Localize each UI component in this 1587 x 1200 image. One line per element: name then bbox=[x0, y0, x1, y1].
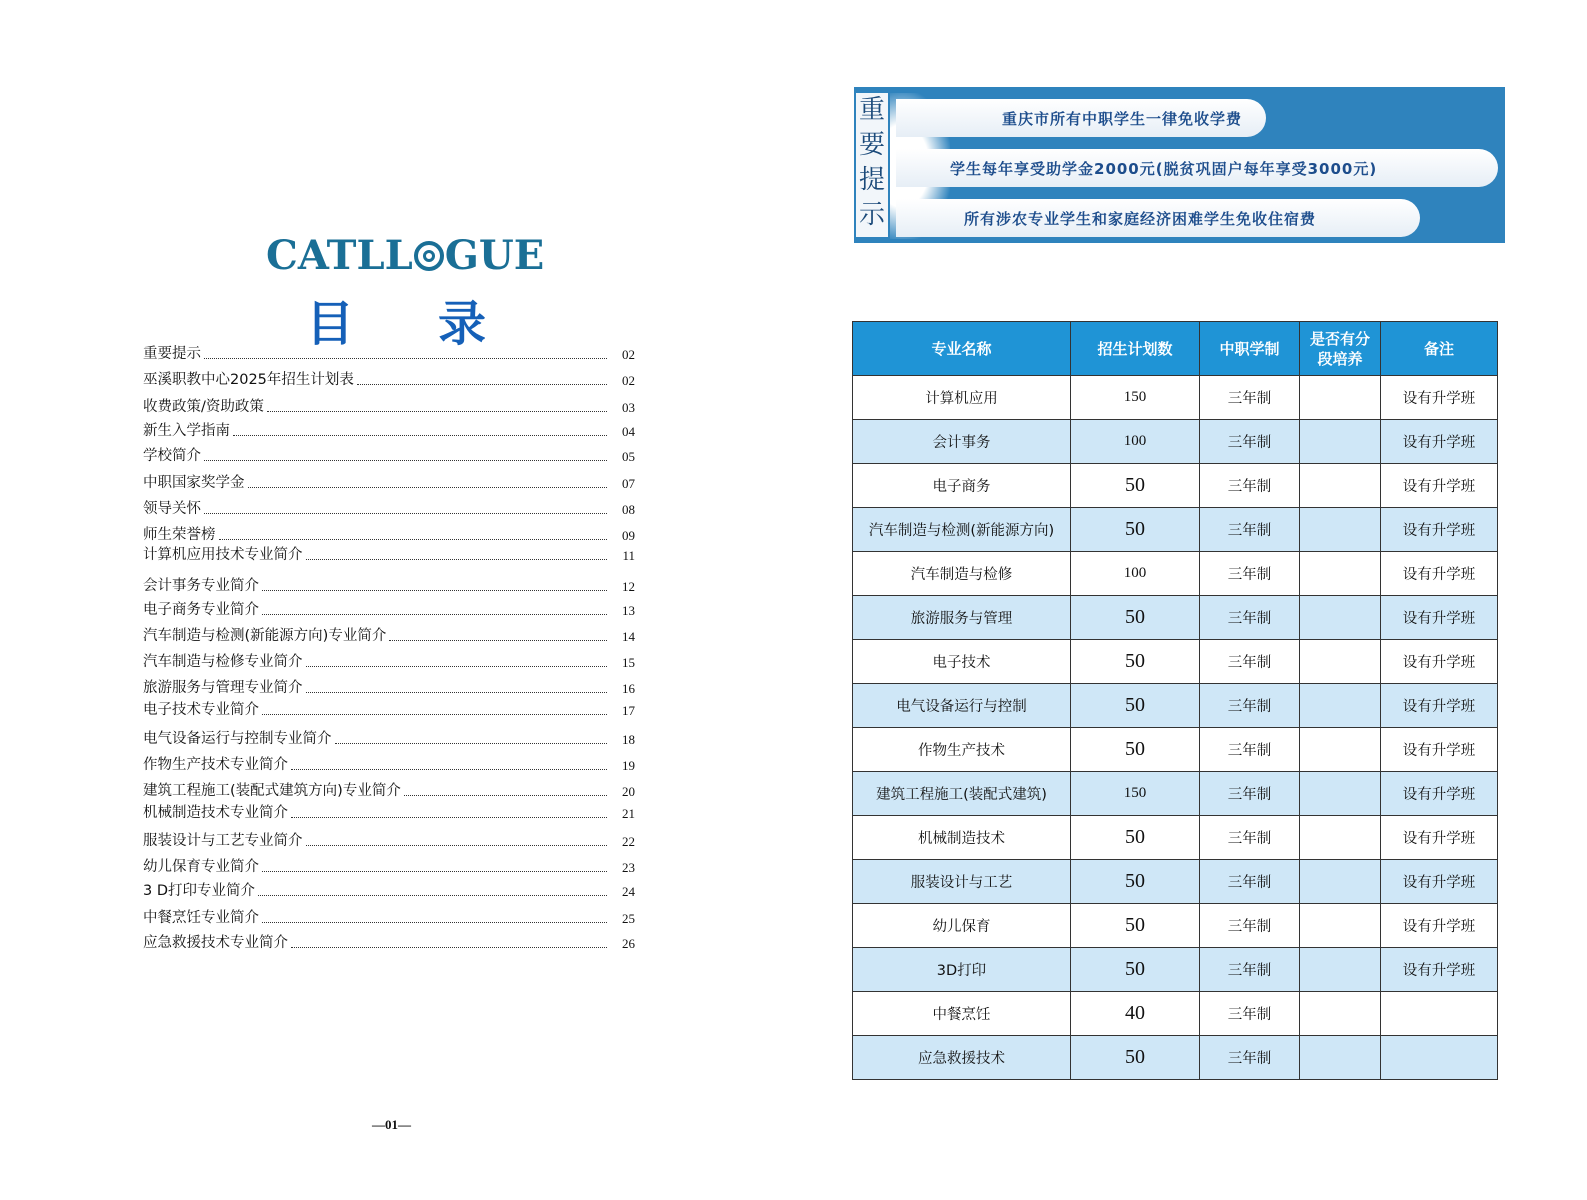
column-header-segmented bbox=[1300, 322, 1381, 376]
toc-dot-leader bbox=[291, 946, 607, 948]
toc-entry-page: 19 bbox=[622, 758, 635, 773]
cell-duration: 三年制 bbox=[1200, 816, 1300, 860]
cell-major: 中餐烹饪 bbox=[853, 992, 1071, 1036]
toc-dot-leader bbox=[204, 459, 607, 461]
table-row bbox=[853, 508, 1498, 552]
toc-entry[interactable] bbox=[143, 878, 635, 900]
catalogue-heading-part2: GUE bbox=[444, 232, 545, 279]
table-row bbox=[853, 684, 1498, 728]
cell-duration: 三年制 bbox=[1200, 640, 1300, 684]
toc-entry-title: 机械制造技术专业简介 bbox=[143, 805, 288, 821]
toc-dot-leader bbox=[291, 816, 607, 818]
cell-segmented bbox=[1300, 684, 1381, 728]
toc-dot-leader bbox=[404, 794, 607, 796]
toc-entry-title: 巫溪职教中心2025年招生计划表 bbox=[143, 372, 354, 388]
toc-entry-title: 幼儿保育专业简介 bbox=[143, 859, 259, 875]
toc-entry-page: 08 bbox=[622, 502, 635, 517]
table-row bbox=[853, 728, 1498, 772]
table-row bbox=[853, 1036, 1498, 1080]
cell-duration: 三年制 bbox=[1200, 552, 1300, 596]
cell-duration: 三年制 bbox=[1200, 904, 1300, 948]
cell-note: 设有升学班 bbox=[1381, 640, 1498, 684]
table-row bbox=[853, 860, 1498, 904]
toc-entry-title: 电子技术专业简介 bbox=[143, 702, 259, 718]
toc-entry[interactable] bbox=[143, 341, 635, 363]
table-row bbox=[853, 420, 1498, 464]
toc-entry-title: 重要提示 bbox=[143, 346, 201, 362]
cell-major: 服装设计与工艺 bbox=[853, 860, 1071, 904]
toc-dot-leader bbox=[291, 768, 607, 770]
toc-entry[interactable] bbox=[143, 675, 635, 697]
cell-segmented bbox=[1300, 772, 1381, 816]
column-header-duration: 中职学制 bbox=[1200, 322, 1300, 376]
toc-entry[interactable] bbox=[143, 905, 635, 927]
cell-major: 电气设备运行与控制 bbox=[853, 684, 1071, 728]
cell-duration: 三年制 bbox=[1200, 464, 1300, 508]
cell-major: 3D打印 bbox=[853, 948, 1071, 992]
toc-entry-title: 应急救援技术专业简介 bbox=[143, 935, 288, 951]
cell-duration: 三年制 bbox=[1200, 596, 1300, 640]
cell-major: 幼儿保育 bbox=[853, 904, 1071, 948]
toc-entry-title: 3 D打印专业简介 bbox=[143, 883, 255, 899]
catalogue-heading-part1: CATLL bbox=[266, 232, 413, 279]
cell-segmented bbox=[1300, 640, 1381, 684]
toc-dot-leader bbox=[233, 434, 607, 436]
toc-entry[interactable] bbox=[143, 496, 635, 518]
cell-count: 50 bbox=[1071, 1036, 1200, 1080]
table-row bbox=[853, 816, 1498, 860]
cell-count: 50 bbox=[1071, 860, 1200, 904]
notice-item: 重庆市所有中职学生一律免收学费 bbox=[896, 99, 1266, 137]
toc-entry-page: 16 bbox=[622, 681, 635, 696]
toc-entry[interactable] bbox=[143, 470, 635, 492]
important-notice-banner bbox=[854, 87, 1505, 243]
toc-entry-page: 12 bbox=[622, 579, 635, 594]
toc-dot-leader bbox=[262, 870, 607, 872]
toc-entry-page: 24 bbox=[622, 884, 635, 899]
cell-segmented bbox=[1300, 464, 1381, 508]
cell-segmented bbox=[1300, 508, 1381, 552]
cell-segmented bbox=[1300, 992, 1381, 1036]
cell-segmented bbox=[1300, 1036, 1381, 1080]
toc-entry[interactable] bbox=[143, 778, 635, 800]
toc-entry-page: 17 bbox=[622, 703, 635, 718]
cell-count: 100 bbox=[1071, 552, 1200, 596]
toc-entry[interactable] bbox=[143, 800, 635, 822]
notice-label bbox=[856, 93, 888, 237]
toc-entry[interactable] bbox=[143, 854, 635, 876]
toc-entry-page: 02 bbox=[622, 373, 635, 388]
cell-count: 50 bbox=[1071, 728, 1200, 772]
cell-note: 设有升学班 bbox=[1381, 508, 1498, 552]
cell-duration: 三年制 bbox=[1200, 684, 1300, 728]
table-header-row bbox=[853, 322, 1498, 376]
toc-entry-page: 20 bbox=[622, 784, 635, 799]
cell-segmented bbox=[1300, 860, 1381, 904]
notice-item: 学生每年享受助学金2000元(脱贫巩固户每年享受3000元) bbox=[896, 149, 1498, 187]
table-row bbox=[853, 552, 1498, 596]
cell-note: 设有升学班 bbox=[1381, 860, 1498, 904]
cell-duration: 三年制 bbox=[1200, 772, 1300, 816]
table-row bbox=[853, 640, 1498, 684]
cell-duration: 三年制 bbox=[1200, 508, 1300, 552]
notice-label-char: 要 bbox=[858, 130, 885, 160]
toc-entry-page: 03 bbox=[622, 400, 635, 415]
cell-note: 设有升学班 bbox=[1381, 772, 1498, 816]
toc-entry-title: 收费政策/资助政策 bbox=[143, 399, 264, 415]
toc-entry[interactable] bbox=[143, 443, 635, 465]
toc-entry-title: 会计事务专业简介 bbox=[143, 578, 259, 594]
cell-segmented bbox=[1300, 816, 1381, 860]
toc-entry-title: 电子商务专业简介 bbox=[143, 602, 259, 618]
toc-entry-page: 14 bbox=[622, 629, 635, 644]
toc-entry[interactable] bbox=[143, 418, 635, 440]
toc-dot-leader bbox=[262, 589, 607, 591]
table-row bbox=[853, 464, 1498, 508]
cell-count: 50 bbox=[1071, 596, 1200, 640]
toc-dot-leader bbox=[306, 665, 608, 667]
toc-entry-title: 汽车制造与检修专业简介 bbox=[143, 654, 303, 670]
toc-entry-title: 建筑工程施工(装配式建筑方向)专业简介 bbox=[143, 783, 401, 799]
cell-note: 设有升学班 bbox=[1381, 552, 1498, 596]
cell-note: 设有升学班 bbox=[1381, 728, 1498, 772]
cell-count: 150 bbox=[1071, 376, 1200, 420]
toc-entry-title: 旅游服务与管理专业简介 bbox=[143, 680, 303, 696]
cell-note: 设有升学班 bbox=[1381, 684, 1498, 728]
toc-entry-title: 计算机应用技术专业简介 bbox=[143, 547, 303, 563]
toc-dot-leader bbox=[267, 410, 607, 412]
cell-segmented bbox=[1300, 420, 1381, 464]
table-row bbox=[853, 376, 1498, 420]
table-row bbox=[853, 904, 1498, 948]
toc-dot-leader bbox=[204, 512, 607, 514]
column-header-count: 招生计划数 bbox=[1071, 322, 1200, 376]
toc-entry[interactable] bbox=[143, 522, 635, 544]
mulu-char: 目 bbox=[306, 296, 355, 352]
toc-entry-page: 04 bbox=[622, 424, 635, 439]
toc-entry[interactable] bbox=[143, 828, 635, 850]
toc-entry-page: 26 bbox=[622, 936, 635, 951]
cell-duration: 三年制 bbox=[1200, 376, 1300, 420]
toc-entry-page: 15 bbox=[622, 655, 635, 670]
cell-note bbox=[1381, 1036, 1498, 1080]
table-row bbox=[853, 772, 1498, 816]
toc-entry[interactable] bbox=[143, 394, 635, 416]
toc-entry-title: 作物生产技术专业简介 bbox=[143, 757, 288, 773]
toc-entry-title: 师生荣誉榜 bbox=[143, 527, 216, 543]
toc-entry[interactable] bbox=[143, 573, 635, 595]
cell-count: 50 bbox=[1071, 684, 1200, 728]
mulu-char: 录 bbox=[437, 296, 486, 352]
toc-dot-leader bbox=[306, 691, 608, 693]
toc-entry-page: 23 bbox=[622, 860, 635, 875]
cell-count: 40 bbox=[1071, 992, 1200, 1036]
cell-major: 电子商务 bbox=[853, 464, 1071, 508]
column-header-note: 备注 bbox=[1381, 322, 1498, 376]
toc-dot-leader bbox=[335, 742, 608, 744]
cell-note: 设有升学班 bbox=[1381, 420, 1498, 464]
toc-entry-page: 11 bbox=[622, 548, 635, 563]
toc-entry[interactable] bbox=[143, 367, 635, 389]
table-row bbox=[853, 596, 1498, 640]
cell-count: 50 bbox=[1071, 640, 1200, 684]
cell-duration: 三年制 bbox=[1200, 992, 1300, 1036]
cell-major: 作物生产技术 bbox=[853, 728, 1071, 772]
cell-major: 汽车制造与检测(新能源方向) bbox=[853, 508, 1071, 552]
enrollment-plan-table bbox=[852, 321, 1498, 1080]
toc-dot-leader bbox=[389, 639, 607, 641]
notice-label-char: 提 bbox=[858, 165, 885, 195]
toc-entry[interactable] bbox=[143, 697, 635, 719]
cell-count: 50 bbox=[1071, 508, 1200, 552]
cell-count: 50 bbox=[1071, 948, 1200, 992]
toc-entry-page: 25 bbox=[622, 911, 635, 926]
cell-note bbox=[1381, 992, 1498, 1036]
toc-entry[interactable] bbox=[143, 623, 635, 645]
toc-dot-leader bbox=[258, 894, 607, 896]
toc-entry[interactable] bbox=[143, 597, 635, 619]
toc-entry-page: 07 bbox=[622, 476, 635, 491]
cell-major: 应急救援技术 bbox=[853, 1036, 1071, 1080]
cell-major: 计算机应用 bbox=[853, 376, 1071, 420]
toc-dot-leader bbox=[262, 713, 607, 715]
cell-major: 建筑工程施工(装配式建筑) bbox=[853, 772, 1071, 816]
column-header-segmented-label: 是否有分段培养 bbox=[1309, 329, 1370, 368]
column-header-major: 专业名称 bbox=[853, 322, 1071, 376]
toc-entry-title: 汽车制造与检测(新能源方向)专业简介 bbox=[143, 628, 387, 644]
table-row bbox=[853, 948, 1498, 992]
cell-segmented bbox=[1300, 596, 1381, 640]
cell-count: 50 bbox=[1071, 904, 1200, 948]
toc-entry[interactable] bbox=[143, 726, 635, 748]
toc-entry-page: 05 bbox=[622, 449, 635, 464]
cell-note: 设有升学班 bbox=[1381, 464, 1498, 508]
cell-major: 电子技术 bbox=[853, 640, 1071, 684]
toc-dot-leader bbox=[248, 486, 608, 488]
toc-entry-title: 服装设计与工艺专业简介 bbox=[143, 833, 303, 849]
cell-segmented bbox=[1300, 904, 1381, 948]
cell-major: 旅游服务与管理 bbox=[853, 596, 1071, 640]
toc-dot-leader bbox=[262, 613, 607, 615]
toc-entry-page: 02 bbox=[622, 347, 635, 362]
target-ring-icon bbox=[414, 241, 444, 271]
cell-duration: 三年制 bbox=[1200, 948, 1300, 992]
toc-dot-leader bbox=[306, 844, 608, 846]
cell-segmented bbox=[1300, 728, 1381, 772]
toc-dot-leader bbox=[204, 357, 607, 359]
toc-entry-title: 领导关怀 bbox=[143, 501, 201, 517]
toc-entry-title: 新生入学指南 bbox=[143, 423, 230, 439]
cell-major: 会计事务 bbox=[853, 420, 1071, 464]
toc-entry[interactable] bbox=[143, 752, 635, 774]
cell-segmented bbox=[1300, 376, 1381, 420]
toc-entry[interactable] bbox=[143, 649, 635, 671]
left-page bbox=[0, 0, 793, 1200]
notice-label-char: 重 bbox=[858, 95, 885, 125]
notice-item: 所有涉农专业学生和家庭经济困难学生免收住宿费 bbox=[896, 199, 1420, 237]
toc-entry-title: 电气设备运行与控制专业简介 bbox=[143, 731, 332, 747]
cell-duration: 三年制 bbox=[1200, 1036, 1300, 1080]
cell-count: 100 bbox=[1071, 420, 1200, 464]
toc-dot-leader bbox=[262, 921, 607, 923]
cell-duration: 三年制 bbox=[1200, 728, 1300, 772]
table-row bbox=[853, 992, 1498, 1036]
cell-note: 设有升学班 bbox=[1381, 376, 1498, 420]
catalogue-heading bbox=[266, 232, 546, 279]
cell-note: 设有升学班 bbox=[1381, 596, 1498, 640]
toc-dot-leader bbox=[306, 558, 608, 560]
toc-dot-leader bbox=[219, 538, 608, 540]
toc-entry-title: 中餐烹饪专业简介 bbox=[143, 910, 259, 926]
cell-count: 50 bbox=[1071, 464, 1200, 508]
cell-note: 设有升学班 bbox=[1381, 816, 1498, 860]
cell-duration: 三年制 bbox=[1200, 860, 1300, 904]
cell-duration: 三年制 bbox=[1200, 420, 1300, 464]
toc-entry-title: 学校简介 bbox=[143, 448, 201, 464]
toc-entry[interactable] bbox=[143, 542, 635, 564]
cell-count: 50 bbox=[1071, 816, 1200, 860]
notice-label-char: 示 bbox=[858, 200, 885, 230]
cell-major: 机械制造技术 bbox=[853, 816, 1071, 860]
toc-entry-page: 09 bbox=[622, 528, 635, 543]
cell-major: 汽车制造与检修 bbox=[853, 552, 1071, 596]
toc-entry[interactable] bbox=[143, 930, 635, 952]
toc-entry-page: 18 bbox=[622, 732, 635, 747]
toc-dot-leader bbox=[357, 383, 607, 385]
cell-count: 150 bbox=[1071, 772, 1200, 816]
toc-entry-page: 13 bbox=[622, 603, 635, 618]
cell-segmented bbox=[1300, 552, 1381, 596]
page-number: —01— bbox=[372, 1117, 411, 1132]
cell-note: 设有升学班 bbox=[1381, 904, 1498, 948]
cell-segmented bbox=[1300, 948, 1381, 992]
toc-entry-page: 22 bbox=[622, 834, 635, 849]
cell-note: 设有升学班 bbox=[1381, 948, 1498, 992]
toc-entry-title: 中职国家奖学金 bbox=[143, 475, 245, 491]
toc-entry-page: 21 bbox=[622, 806, 635, 821]
